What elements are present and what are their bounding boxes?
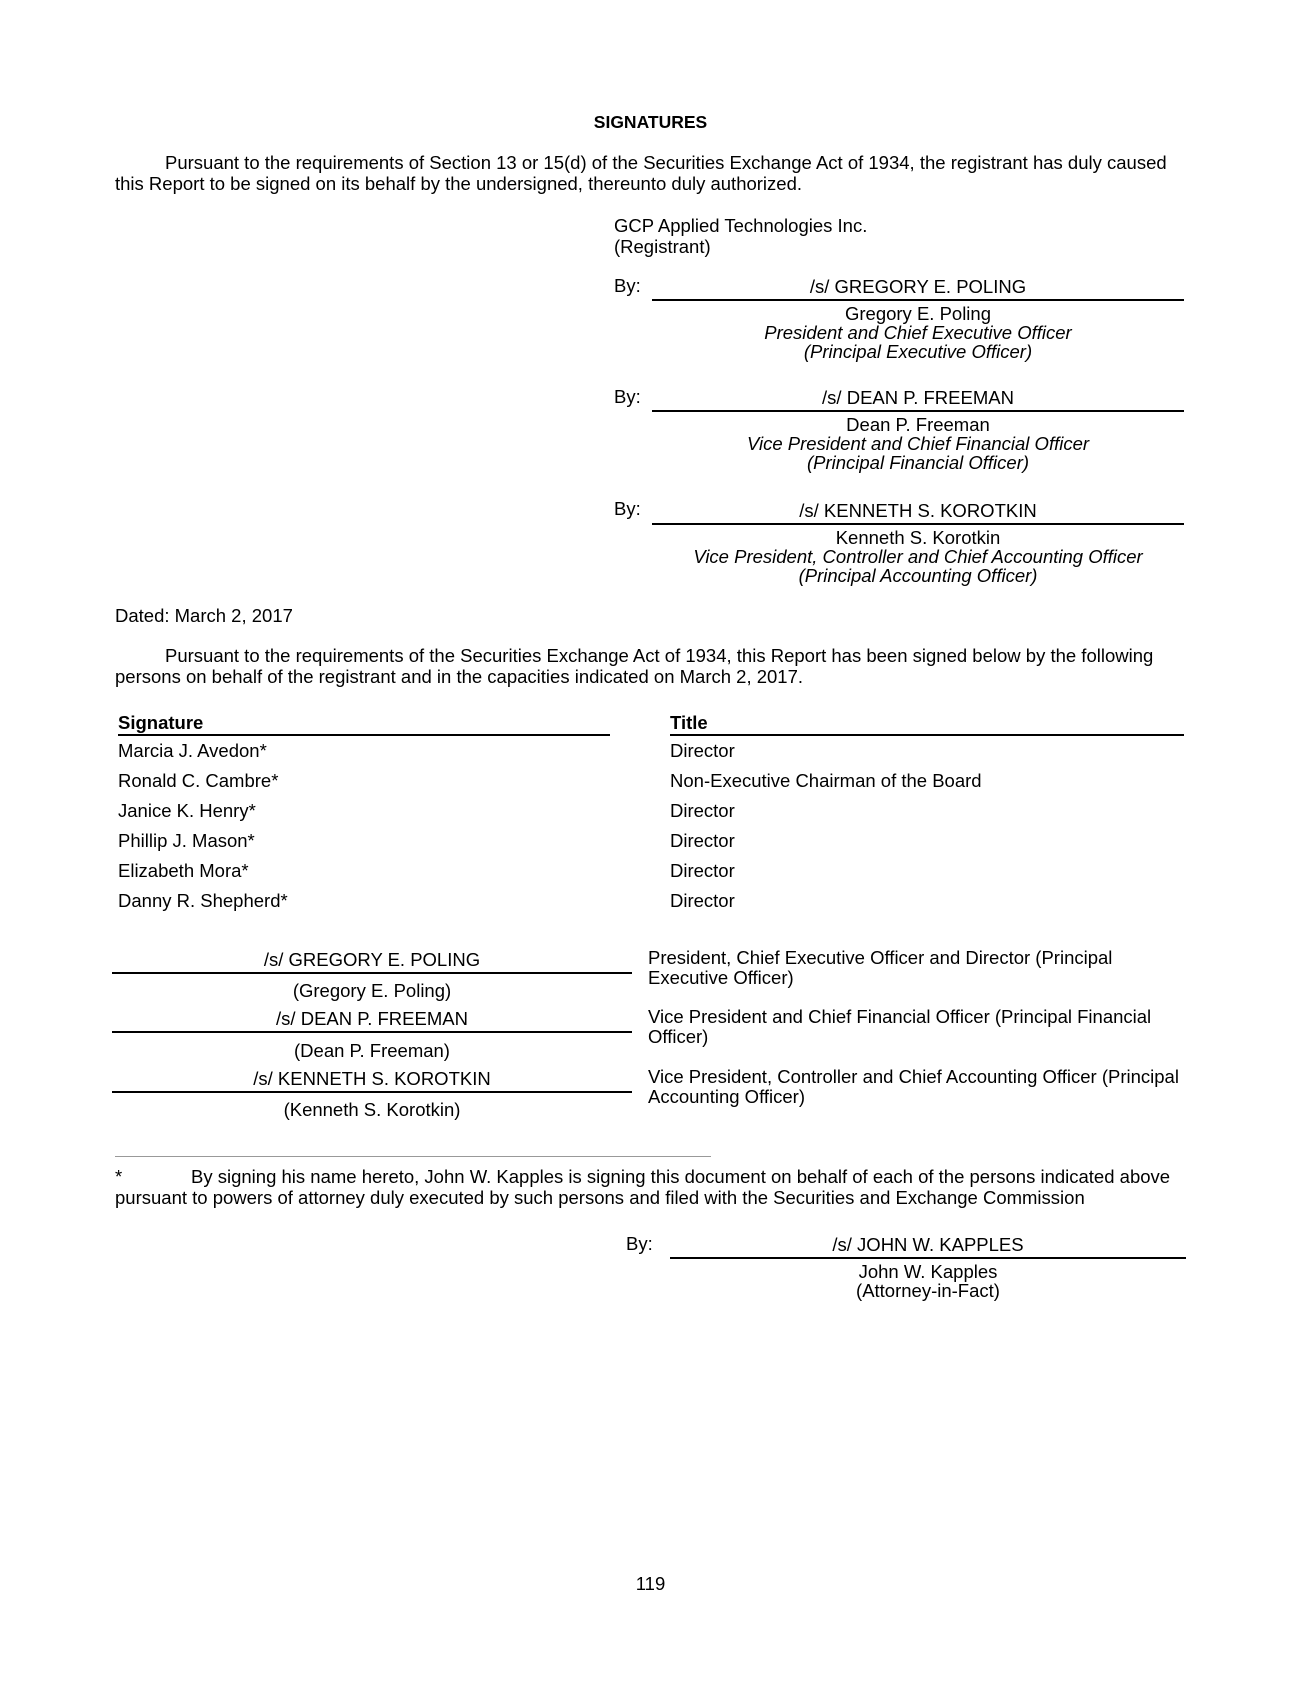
signature-line: /s/ GREGORY E. POLING: [652, 276, 1184, 301]
officer-title: Vice President, Controller and Chief Accounting Officer (Principal Accounting Officer): [648, 1066, 1179, 1107]
registrant-label: (Registrant): [614, 236, 711, 257]
attorney-caption: [670, 1262, 1186, 1300]
attorney-role: (Attorney-in-Fact): [856, 1280, 1000, 1301]
by-label: By:: [614, 275, 641, 296]
by-label: By:: [614, 498, 641, 519]
signature-caption: [652, 415, 1184, 472]
footnote: [115, 1166, 1185, 1208]
page-title: SIGNATURES: [593, 112, 708, 132]
signer-capacity: (Principal Accounting Officer): [798, 565, 1038, 586]
attorney-name: John W. Kapples: [858, 1261, 998, 1282]
title-header: Title: [670, 712, 1184, 736]
table-row: Non-Executive Chairman of the Board: [670, 770, 982, 791]
table-row: Director: [670, 740, 735, 761]
footnote-rule: [115, 1156, 711, 1157]
second-paragraph: [115, 645, 1185, 687]
officer-signature-line: /s/ GREGORY E. POLING: [112, 949, 632, 974]
registrant-block: [614, 215, 867, 257]
table-row: Phillip J. Mason*: [118, 830, 255, 851]
footnote-text: By signing his name hereto, John W. Kapples is signing this document on behalf of each of the persons indicated above pursuant to powers of attorney duly executed by such persons and filed with the Securities and Exchange Commission: [115, 1166, 1171, 1208]
signer-name: Gregory E. Poling: [844, 303, 991, 324]
officer-title: Vice President and Chief Financial Officer (Principal Financial Officer): [648, 1006, 1152, 1047]
signature-line: /s/ KENNETH S. KOROTKIN: [652, 500, 1184, 525]
officer-signature-line: /s/ DEAN P. FREEMAN: [112, 1008, 632, 1033]
page-number: 119: [635, 1573, 666, 1594]
table-row: Elizabeth Mora*: [118, 860, 249, 881]
signature-line: /s/ DEAN P. FREEMAN: [652, 387, 1184, 412]
officer-title: President, Chief Executive Officer and Director (Principal Executive Officer): [648, 947, 1113, 988]
signer-title: President and Chief Executive Officer: [764, 322, 1072, 343]
signer-name: Kenneth S. Korotkin: [835, 527, 1001, 548]
table-row: Danny R. Shepherd*: [118, 890, 288, 911]
signature-caption: [652, 528, 1184, 585]
table-row: Director: [670, 800, 735, 821]
intro-paragraph-text: Pursuant to the requirements of Section 13 or 15(d) of the Securities Exchange Act of 1934, the registrant has duly caused this Report to be signed on its behalf by the undersigned, thereunto duly authorized.: [115, 152, 1167, 194]
by-label: By:: [614, 386, 641, 407]
dated-line: Dated: March 2, 2017: [115, 605, 293, 626]
intro-paragraph: [115, 152, 1185, 194]
signer-name: Dean P. Freeman: [846, 414, 990, 435]
officer-name: (Dean P. Freeman): [294, 1040, 450, 1061]
signature-column: [118, 712, 610, 920]
table-row: Director: [670, 830, 735, 851]
table-row: Director: [670, 890, 735, 911]
signature-header: Signature: [118, 712, 610, 736]
footnote-marker: *: [115, 1166, 123, 1187]
signer-title: Vice President and Chief Financial Officer: [746, 433, 1090, 454]
second-paragraph-text: Pursuant to the requirements of the Securities Exchange Act of 1934, this Report has been signed below by the following persons on behalf of the registrant and in the capacities indicated on March 2, 2017.: [115, 645, 1154, 687]
table-row: Director: [670, 860, 735, 881]
title-column: [670, 712, 1184, 920]
table-row: Ronald C. Cambre*: [118, 770, 279, 791]
officer-signature-line: /s/ KENNETH S. KOROTKIN: [112, 1068, 632, 1093]
table-row: Marcia J. Avedon*: [118, 740, 267, 761]
officer-name: (Gregory E. Poling): [292, 980, 452, 1001]
signer-title: Vice President, Controller and Chief Accounting Officer: [693, 546, 1143, 567]
signer-capacity: (Principal Executive Officer): [803, 341, 1033, 362]
table-row: Janice K. Henry*: [118, 800, 256, 821]
signer-capacity: (Principal Financial Officer): [806, 452, 1030, 473]
attorney-signature-line: /s/ JOHN W. KAPPLES: [670, 1234, 1186, 1259]
signature-caption: [652, 304, 1184, 361]
officer-name: (Kenneth S. Korotkin): [283, 1099, 461, 1120]
registrant-name: GCP Applied Technologies Inc.: [614, 215, 868, 236]
by-label: By:: [626, 1233, 653, 1254]
